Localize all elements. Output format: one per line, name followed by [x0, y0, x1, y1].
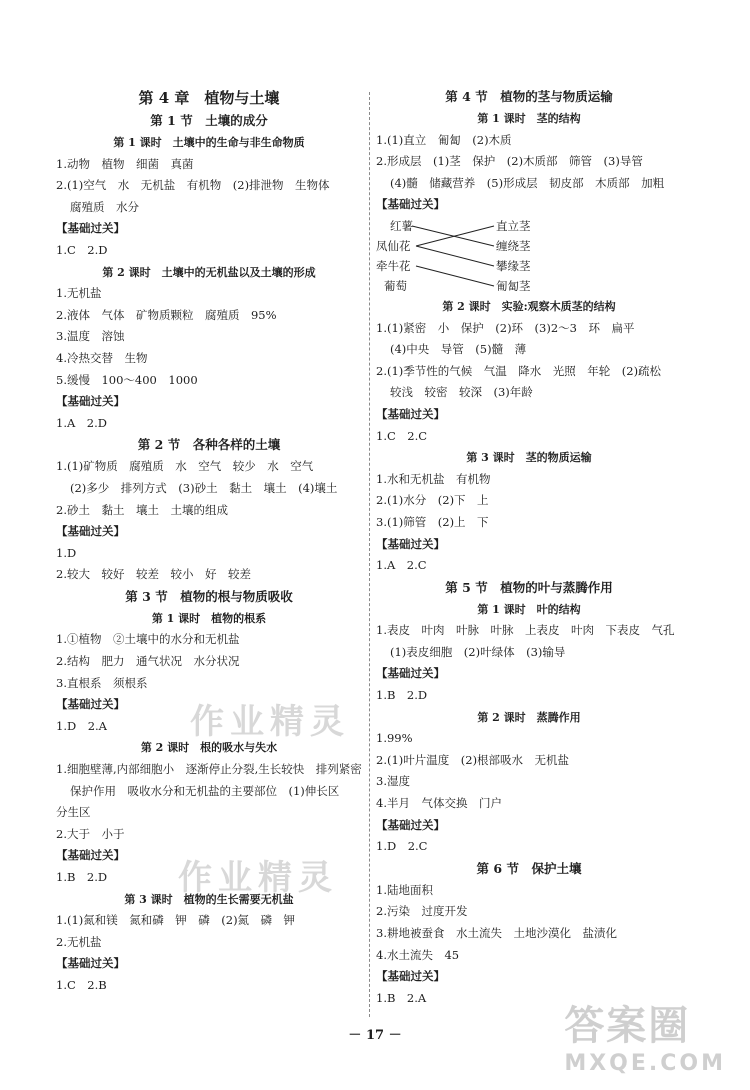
match-plant: 牵牛花 [376, 258, 411, 273]
basic-practice-heading: 【基础过关】 [376, 406, 445, 421]
answer-line: 1.D [56, 545, 77, 560]
lesson-title: 第 2 课时 实验:观察木质茎的结构 [442, 299, 616, 313]
match-plant: 红薯 [390, 218, 413, 233]
answer-line: 2.结构 肥力 通气状况 水分状况 [56, 654, 240, 669]
match-stem-type: 攀缘茎 [496, 258, 531, 273]
chapter-title: 第 4 章 植物与土壤 [138, 89, 280, 107]
answer-line: (1)表皮细胞 (2)叶绿体 (3)输导 [390, 644, 566, 659]
answer-line: 1.水和无机盐 有机物 [376, 471, 491, 486]
answer-line: 2.(1)叶片温度 (2)根部吸水 无机盐 [376, 752, 570, 767]
answer-line: 2.无机盐 [56, 934, 102, 949]
answer-line: (4)髓 储藏营养 (5)形成层 韧皮部 木质部 加粗 [390, 175, 665, 190]
answer-line: 1.(1)矿物质 腐殖质 水 空气 较少 水 空气 [56, 459, 314, 474]
basic-practice-heading: 【基础过关】 [376, 666, 445, 681]
match-stem-type: 直立茎 [496, 218, 531, 233]
answer-line: 2.(1)水分 (2)下 上 [376, 493, 489, 508]
match-line [416, 266, 494, 286]
answer-line: 1.B 2.A [376, 990, 427, 1005]
match-stem-type: 缠绕茎 [496, 238, 531, 253]
section-title: 第 6 节 保护土壤 [476, 860, 582, 876]
answer-line: 3.耕地被蚕食 水土流失 土地沙漠化 盐渍化 [376, 926, 617, 940]
section-title: 第 4 节 植物的茎与物质运输 [445, 89, 613, 104]
lesson-title: 第 1 课时 土壤中的生命与非生命物质 [113, 136, 305, 149]
match-plant: 凤仙花 [376, 238, 411, 253]
section-title: 第 5 节 植物的叶与蒸腾作用 [445, 579, 613, 595]
answer-line: 4.冷热交替 生物 [56, 350, 148, 365]
answer-line: 1.(1)氮和镁 氮和磷 钾 磷 (2)氮 磷 钾 [56, 913, 296, 928]
answer-line: 1.A 2.C [376, 558, 427, 573]
answer-line: 1.无机盐 [56, 286, 102, 301]
basic-practice-heading: 【基础过关】 [376, 536, 445, 551]
answer-line: 1.表皮 叶肉 叶脉 叶脉 上表皮 叶肉 下表皮 气孔 [376, 623, 675, 638]
answer-line: (4)中央 导管 (5)髓 薄 [390, 342, 527, 357]
answer-line: 2.(1)空气 水 无机盐 有机物 (2)排泄物 生物体 [56, 178, 330, 193]
page-number: － 17 － [348, 1028, 402, 1043]
answer-line: 3.(1)筛管 (2)上 下 [376, 514, 489, 529]
answer-line: 较浅 较密 较深 (3)年龄 [390, 385, 533, 400]
answer-line: 保护作用 吸收水分和无机盐的主要部位 (1)伸长区 [70, 783, 340, 798]
answer-line: 1.C 2.D [56, 242, 108, 257]
answer-line: 3.直根系 须根系 [56, 675, 148, 690]
watermark: 作业精灵 [178, 858, 338, 898]
answer-line: 1.细胞壁薄,内部细胞小 逐渐停止分裂,生长较快 排列紧密 [56, 762, 362, 777]
answer-line: 4.水土流失 45 [376, 947, 460, 962]
answer-line: 1.B 2.D [56, 870, 108, 884]
lesson-title: 第 1 课时 植物的根系 [151, 611, 267, 625]
match-line [416, 246, 494, 266]
lesson-title: 第 2 课时 根的吸水与失水 [140, 741, 278, 755]
answer-line: 2.砂土 黏土 壤土 土壤的组成 [56, 502, 228, 517]
answer-line: 1.①植物 ②土壤中的水分和无机盐 [56, 632, 240, 647]
matching-diagram [376, 216, 682, 296]
answer-line: 2.大于 小于 [56, 826, 125, 841]
watermark: 作业精灵 [190, 702, 350, 742]
lesson-title: 第 1 课时 叶的结构 [477, 602, 581, 616]
lesson-title: 第 2 课时 蒸腾作用 [477, 710, 581, 724]
right-column [376, 86, 682, 1009]
basic-practice-heading: 【基础过关】 [56, 524, 125, 539]
basic-practice-heading: 【基础过关】 [376, 197, 445, 212]
answer-line: 1.(1)紧密 小 保护 (2)环 (3)2～3 环 扁平 [376, 320, 635, 335]
match-plant: 葡萄 [384, 278, 407, 293]
answer-line: 2.较大 较好 较差 较小 好 较差 [56, 567, 251, 582]
answer-line: 1.99% [376, 731, 413, 746]
answer-line: 分生区 [56, 805, 91, 820]
lesson-title: 第 3 课时 茎的物质运输 [466, 451, 592, 465]
answer-line: 2.形成层 (1)茎 保护 (2)木质部 筛管 (3)导管 [376, 154, 643, 169]
section-title: 第 2 节 各种各样的土壤 [137, 437, 281, 453]
basic-practice-heading: 【基础过关】 [56, 221, 125, 236]
basic-practice-heading: 【基础过关】 [56, 697, 125, 712]
answer-line: 1.(1)直立 匍匐 (2)木质 [376, 132, 512, 147]
basic-practice-heading: 【基础过关】 [376, 969, 445, 984]
lesson-title: 第 3 课时 植物的生长需要无机盐 [124, 892, 294, 906]
lesson-title: 第 2 课时 土壤中的无机盐以及土壤的形成 [102, 265, 316, 279]
answer-line: 4.半月 气体交换 门户 [376, 796, 502, 811]
answer-line: 2.(1)季节性的气候 气温 降水 光照 年轮 (2)疏松 [376, 363, 662, 378]
answer-line: 5.缓慢 100～400 1000 [56, 372, 198, 387]
answer-line: 3.温度 溶蚀 [56, 329, 125, 344]
basic-practice-heading: 【基础过关】 [56, 956, 125, 971]
answer-line: 1.B 2.D [376, 688, 428, 703]
answer-line: 1.D 2.C [376, 839, 428, 854]
answer-line: 3.湿度 [376, 774, 410, 789]
answer-line: 1.陆地面积 [376, 882, 433, 897]
logo-text: 答案圈 [564, 1003, 691, 1049]
answer-line: 1.D 2.A [56, 718, 107, 733]
answer-line: 腐殖质 水分 [70, 199, 139, 214]
answer-line: (2)多少 排列方式 (3)砂土 黏土 壤土 (4)壤土 [70, 480, 338, 495]
site-logo-watermark [564, 994, 726, 1076]
lesson-title: 第 1 课时 茎的结构 [477, 112, 581, 125]
answer-line: 2.液体 气体 矿物质颗粒 腐殖质 95% [56, 307, 277, 322]
answer-line: 1.动物 植物 细菌 真菌 [56, 156, 194, 171]
basic-practice-heading: 【基础过关】 [56, 848, 125, 863]
answer-line: 2.污染 过度开发 [376, 904, 468, 919]
basic-practice-heading: 【基础过关】 [56, 394, 125, 409]
answer-line: 1.C 2.C [376, 428, 428, 443]
column-divider [369, 92, 370, 1017]
section-title: 第 1 节 土壤的成分 [150, 113, 268, 128]
answer-line: 1.C 2.B [56, 977, 107, 992]
logo-url: MXQE.COM [564, 1051, 726, 1076]
answer-line: 1.A 2.D [56, 415, 107, 430]
section-title: 第 3 节 植物的根与物质吸收 [125, 588, 293, 604]
basic-practice-heading: 【基础过关】 [376, 817, 445, 832]
match-stem-type: 匍匐茎 [496, 278, 531, 293]
